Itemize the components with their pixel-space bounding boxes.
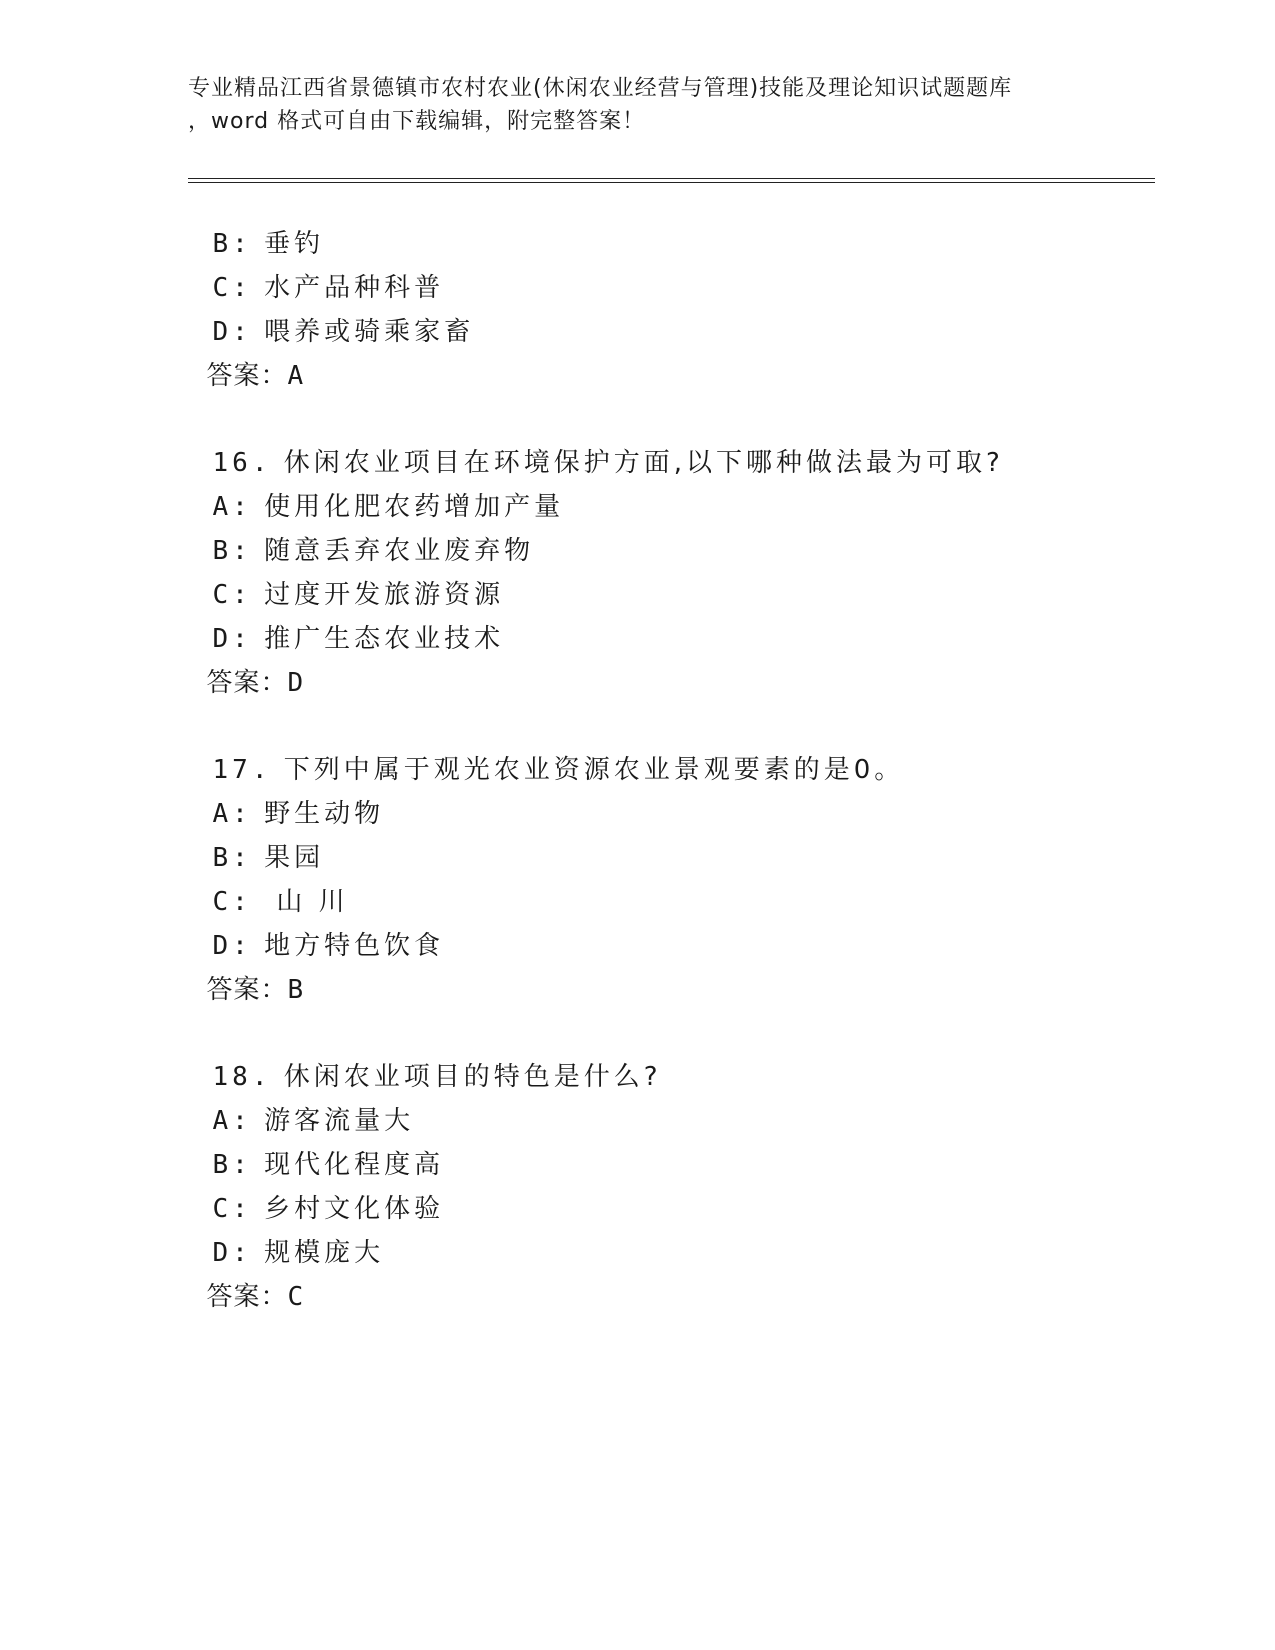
question-number: 16.: [212, 448, 272, 478]
option-label: C:: [212, 1194, 252, 1224]
option-text: 垂钓: [264, 229, 325, 259]
q18-answer: [188, 1249, 304, 1313]
document-header: [188, 72, 1118, 138]
option-text: 野生动物: [264, 799, 385, 829]
option-label: D:: [212, 931, 252, 961]
answer-label: 答案：: [206, 975, 288, 1005]
option-text: 乡村文化体验: [264, 1194, 445, 1224]
header-subtitle-line: ，word 格式可自由下载编辑，附完整答案！: [188, 109, 646, 134]
header-divider-top: [188, 178, 1155, 179]
header-title-line: 专业精品江西省景德镇市农村农业(休闲农业经营与管理)技能及理论知识试题题库: [188, 76, 1013, 101]
option-text: 过度开发旅游资源: [264, 580, 505, 610]
q17-answer: [188, 942, 304, 1006]
q15-answer: [188, 328, 304, 392]
option-text: 游客流量大: [264, 1106, 415, 1136]
question-text: 休闲农业项目在环境保护方面,以下哪种做法最为可取?: [283, 448, 1004, 478]
option-label: C:: [212, 580, 252, 610]
answer-label: 答案：: [206, 1282, 288, 1312]
option-label: D:: [212, 624, 252, 654]
option-label: C:: [212, 273, 252, 303]
option-text: 使用化肥农药增加产量: [264, 492, 565, 522]
answer-value: A: [287, 361, 305, 391]
header-divider-bottom: [188, 182, 1155, 183]
answer-value: D: [287, 668, 305, 698]
question-number: 17.: [212, 755, 272, 785]
option-text: 水产品种科普: [264, 273, 445, 303]
option-text: 地方特色饮食: [264, 931, 445, 961]
option-label: B:: [212, 1150, 252, 1180]
question-number: 18.: [212, 1062, 272, 1092]
question-text: 下列中属于观光农业资源农业景观要素的是0。: [283, 755, 905, 785]
answer-value: B: [287, 975, 305, 1005]
answer-label: 答案：: [206, 361, 288, 391]
answer-value: C: [287, 1282, 305, 1312]
option-text: 现代化程度高: [264, 1150, 445, 1180]
question-text: 休闲农业项目的特色是什么?: [283, 1062, 662, 1092]
option-label: A:: [212, 1106, 252, 1136]
option-text: 喂养或骑乘家畜: [264, 317, 475, 347]
option-label: C:: [212, 887, 252, 917]
option-label: A:: [212, 799, 252, 829]
option-label: D:: [212, 1238, 252, 1268]
option-label: A:: [212, 492, 252, 522]
option-text: 规模庞大: [264, 1238, 385, 1268]
option-text: 山 川: [264, 887, 349, 917]
option-label: B:: [212, 229, 252, 259]
q16-answer: [188, 635, 304, 699]
option-text: 果园: [264, 843, 325, 873]
option-label: B:: [212, 536, 252, 566]
option-text: 推广生态农业技术: [264, 624, 505, 654]
answer-label: 答案：: [206, 668, 288, 698]
option-label: D:: [212, 317, 252, 347]
option-label: B:: [212, 843, 252, 873]
option-text: 随意丢弃农业废弃物: [264, 536, 535, 566]
